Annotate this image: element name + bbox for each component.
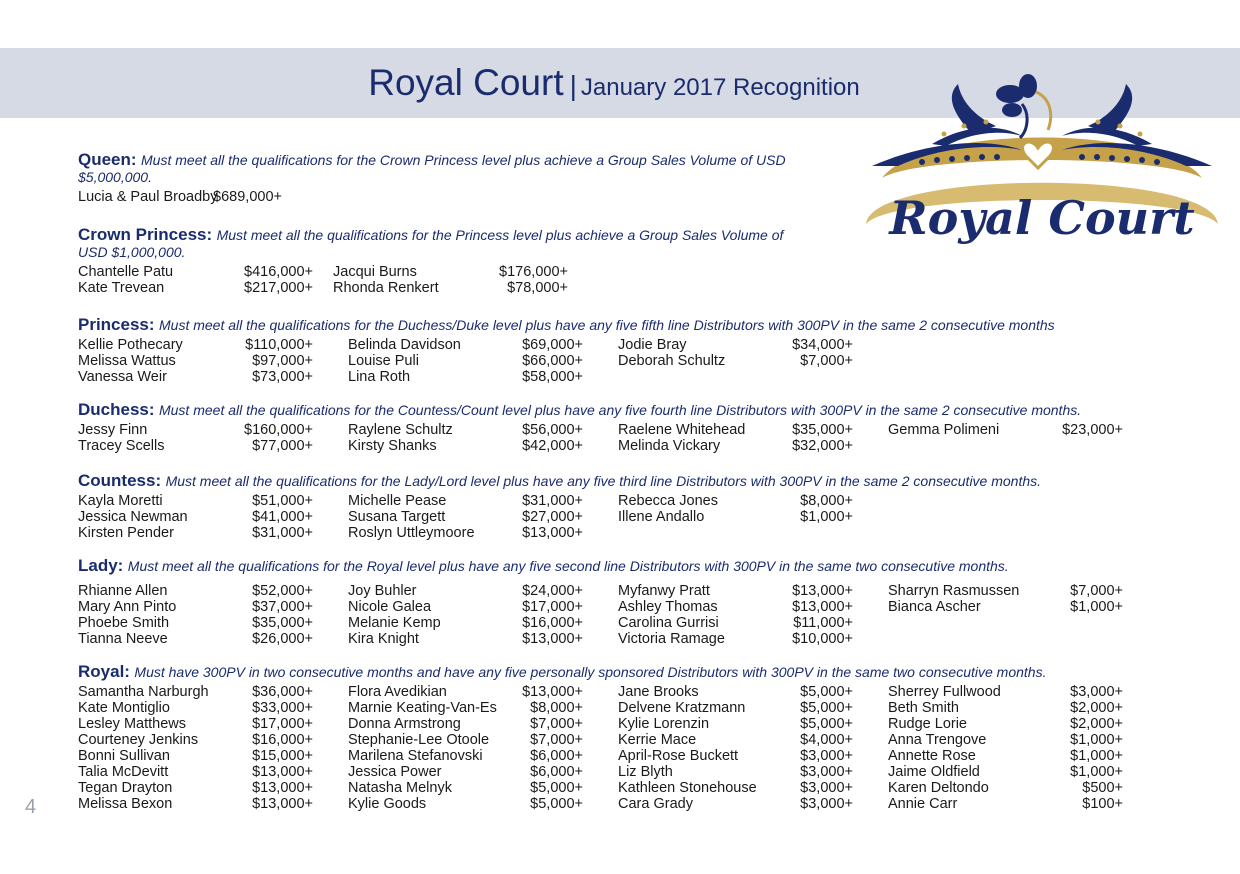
recipient-name: Carolina Gurrisi: [618, 615, 719, 631]
recipient-name: Flora Avedikian: [348, 684, 447, 700]
recipient-name: Rhonda Renkert: [333, 280, 439, 296]
recipient-entry: [888, 780, 1123, 796]
recipient-entry: [348, 509, 583, 525]
recipient-name: April-Rose Buckett: [618, 748, 739, 764]
recipient-amount: $15,000+: [252, 748, 313, 764]
section-princess: [78, 316, 1055, 385]
recipient-amount: $13,000+: [792, 583, 853, 599]
recipient-entry: [348, 716, 583, 732]
recipient-grid: [78, 189, 798, 207]
level-title: Princess:: [78, 315, 155, 334]
recipient-amount: $13,000+: [252, 796, 313, 812]
section-header: [78, 151, 798, 186]
recipient-amount: $26,000+: [252, 631, 313, 647]
recipient-entry: [348, 796, 583, 812]
recipient-entry: [78, 525, 313, 541]
recipient-name: Annette Rose: [888, 748, 976, 764]
recipient-entry: [618, 684, 853, 700]
recipient-entry: [618, 716, 853, 732]
recipient-entry: [348, 700, 583, 716]
recipient-amount: $5,000+: [800, 700, 853, 716]
recipient-amount: $7,000+: [530, 732, 583, 748]
recipient-entry: [78, 493, 313, 509]
recipient-amount: $35,000+: [252, 615, 313, 631]
recipient-name: Victoria Ramage: [618, 631, 725, 647]
recipient-entry: [888, 684, 1123, 700]
recipient-amount: $11,000+: [793, 615, 853, 631]
recipient-entry: [888, 748, 1123, 764]
recipient-amount: $37,000+: [252, 599, 313, 615]
level-description: Must meet all the qualifications for the Countess/Count level plus have any five fourth line Distributors with 300PV in the same 2 consecutive months.: [158, 402, 1082, 418]
recipient-amount: $3,000+: [800, 780, 853, 796]
section-countess: [78, 472, 1041, 541]
recipient-amount: $34,000+: [792, 337, 853, 353]
title-separator: |: [569, 70, 577, 101]
recipient-entry: [618, 780, 853, 796]
logo-text: Royal Court: [889, 191, 1195, 245]
recipient-entry: [78, 700, 313, 716]
recipient-name: Kerrie Mace: [618, 732, 697, 748]
recipient-amount: $97,000+: [252, 353, 313, 369]
recipient-entry: [78, 264, 313, 280]
recipient-amount: $4,000+: [800, 732, 853, 748]
recipient-grid: [78, 684, 1123, 812]
recipient-name: Donna Armstrong: [348, 716, 461, 732]
recipient-entry: [78, 732, 313, 748]
recipient-entry: [618, 732, 853, 748]
section-crown-princess: [78, 226, 798, 296]
recipient-name: Raelene Whitehead: [618, 422, 746, 438]
recipient-name: Gemma Polimeni: [888, 422, 1000, 438]
recipient-name: Lina Roth: [348, 369, 411, 385]
recipient-entry: [348, 780, 583, 796]
recipient-entry: [333, 280, 568, 296]
recipient-amount: $416,000+: [244, 264, 313, 280]
recipient-entry: [78, 764, 313, 780]
recipient-amount: $689,000+: [213, 189, 282, 205]
recipient-entry: [888, 796, 1123, 812]
recipient-name: Jodie Bray: [618, 337, 687, 353]
recipient-entry: [78, 599, 313, 615]
recipient-entry: [348, 583, 583, 599]
recipient-entry: [888, 599, 1123, 615]
recipient-name: Natasha Melnyk: [348, 780, 452, 796]
recipient-name: Karen Deltondo: [888, 780, 989, 796]
recipient-name: Liz Blyth: [618, 764, 673, 780]
section-header: [78, 401, 1081, 419]
level-description: Must meet all the qualifications for the Duchess/Duke level plus have any five fifth line Distributors with 300PV in the same 2 consecutive months: [159, 317, 1055, 333]
recipient-name: Annie Carr: [888, 796, 958, 812]
recipient-amount: $8,000+: [530, 700, 583, 716]
recipient-name: Melanie Kemp: [348, 615, 441, 631]
section-header: [78, 316, 1055, 334]
recipient-entry: [618, 615, 853, 631]
recipient-name: Tracey Scells: [78, 438, 165, 454]
recipient-entry: [333, 264, 568, 280]
recipient-amount: $6,000+: [530, 764, 583, 780]
recipient-name: Tegan Drayton: [78, 780, 173, 796]
recipient-amount: $2,000+: [1070, 716, 1123, 732]
recipient-name: Lucia & Paul Broadby: [78, 189, 218, 205]
recipient-amount: $7,000+: [530, 716, 583, 732]
recipient-amount: $5,000+: [800, 716, 853, 732]
recipient-amount: $56,000+: [522, 422, 583, 438]
recipient-name: Marnie Keating-Van-Es: [348, 700, 497, 716]
recipient-name: Jaime Oldfield: [888, 764, 980, 780]
recipient-amount: $1,000+: [1070, 764, 1123, 780]
level-title: Royal:: [78, 662, 130, 681]
recipient-name: Kylie Lorenzin: [618, 716, 710, 732]
recipient-amount: $24,000+: [522, 583, 583, 599]
recipient-name: Phoebe Smith: [78, 615, 170, 631]
recipient-entry: [618, 583, 853, 599]
recipient-name: Louise Puli: [348, 353, 419, 369]
recipient-amount: $217,000+: [244, 280, 313, 296]
level-title: Crown Princess:: [78, 225, 213, 244]
recipient-entry: [78, 280, 313, 296]
recipient-amount: $6,000+: [530, 748, 583, 764]
section-queen: [78, 151, 798, 207]
level-title: Lady:: [78, 556, 124, 575]
section-duchess: [78, 400, 1123, 454]
recipient-name: Stephanie-Lee Otoole: [348, 732, 490, 748]
recipient-amount: $78,000+: [507, 280, 568, 296]
recipient-amount: $7,000+: [1070, 583, 1123, 599]
recipient-amount: $32,000+: [792, 438, 853, 454]
recipient-amount: $73,000+: [252, 369, 313, 385]
recipient-name: Ashley Thomas: [618, 599, 718, 615]
section-royal: [78, 662, 1123, 812]
recipient-entry: [348, 732, 583, 748]
recipient-name: Vanessa Weir: [78, 369, 167, 385]
recipient-name: Raylene Schultz: [348, 422, 453, 438]
recipient-entry: [618, 493, 853, 509]
recipient-amount: $77,000+: [252, 438, 313, 454]
recipient-amount: $13,000+: [252, 764, 313, 780]
recipient-entry: [348, 525, 583, 541]
recipient-name: Courteney Jenkins: [78, 732, 199, 748]
recipient-entry: [78, 353, 313, 369]
recipient-entry: [78, 422, 313, 438]
recipient-entry: [78, 631, 313, 647]
recipient-name: Melissa Wattus: [78, 353, 176, 369]
recipient-amount: $66,000+: [522, 353, 583, 369]
recipient-amount: $1,000+: [1070, 748, 1123, 764]
recipient-amount: $58,000+: [522, 369, 583, 385]
recipient-grid: [78, 422, 1123, 454]
recipient-name: Jane Brooks: [618, 684, 699, 700]
recipient-amount: $33,000+: [252, 700, 313, 716]
recipient-name: Kellie Pothecary: [78, 337, 183, 353]
recipient-entry: [618, 353, 853, 369]
recipient-entry: [348, 369, 583, 385]
recipient-name: Kate Trevean: [78, 280, 165, 296]
recipient-entry: [348, 599, 583, 615]
recipient-name: Deborah Schultz: [618, 353, 726, 369]
recipient-name: Joy Buhler: [348, 583, 417, 599]
recipient-name: Kayla Moretti: [78, 493, 163, 509]
recipient-entry: [78, 583, 313, 599]
recipient-amount: $3,000+: [1070, 684, 1123, 700]
recipient-name: Jessy Finn: [78, 422, 148, 438]
recipient-amount: $176,000+: [499, 264, 568, 280]
recipient-entry: [348, 422, 583, 438]
recipient-name: Kylie Goods: [348, 796, 427, 812]
recipient-entry: [618, 748, 853, 764]
recipient-amount: $35,000+: [792, 422, 853, 438]
recipient-entry: [348, 631, 583, 647]
level-description: Must meet all the qualifications for the Royal level plus have any five second line Distributors with 300PV in the same two consecutive months.: [127, 558, 1009, 574]
recipient-name: Sharryn Rasmussen: [888, 583, 1020, 599]
level-description: Must meet all the qualifications for the Lady/Lord level plus have any five third line Distributors with 300PV in the same 2 consecutive months.: [165, 473, 1042, 489]
recipient-amount: $17,000+: [522, 599, 583, 615]
recipient-amount: $5,000+: [530, 796, 583, 812]
recipient-amount: $13,000+: [522, 684, 583, 700]
recipient-name: Jessica Power: [348, 764, 442, 780]
recipient-name: Sherrey Fullwood: [888, 684, 1001, 700]
recipient-amount: $3,000+: [800, 748, 853, 764]
recipient-entry: [348, 615, 583, 631]
recipient-amount: $36,000+: [252, 684, 313, 700]
level-description: Must meet all the qualifications for the Crown Princess level plus achieve a Group Sales Volume of USD $5,000,000.: [78, 152, 786, 185]
recipient-name: Myfanwy Pratt: [618, 583, 710, 599]
recipient-name: Talia McDevitt: [78, 764, 169, 780]
recipient-amount: $13,000+: [792, 599, 853, 615]
recipient-amount: $110,000+: [245, 337, 313, 353]
recipient-entry: [348, 353, 583, 369]
recipient-entry: [78, 615, 313, 631]
recipient-name: Rebecca Jones: [618, 493, 718, 509]
recipient-entry: [888, 583, 1123, 599]
recipient-amount: $100+: [1082, 796, 1123, 812]
recipient-name: Rhianne Allen: [78, 583, 168, 599]
recipient-amount: $160,000+: [244, 422, 313, 438]
recipient-amount: $1,000+: [1070, 732, 1123, 748]
recipient-entry: [888, 732, 1123, 748]
recipient-entry: [78, 748, 313, 764]
recipient-name: Kirsty Shanks: [348, 438, 437, 454]
recipient-name: Tianna Neeve: [78, 631, 168, 647]
recipient-entry: [78, 337, 313, 353]
recipient-amount: $5,000+: [800, 684, 853, 700]
recipient-name: Bonni Sullivan: [78, 748, 170, 764]
recipient-name: Illene Andallo: [618, 509, 705, 525]
section-lady: [78, 556, 1123, 647]
recipient-name: Jessica Newman: [78, 509, 188, 525]
recipient-amount: $69,000+: [522, 337, 583, 353]
recipient-amount: $1,000+: [1070, 599, 1123, 615]
recipient-name: Rudge Lorie: [888, 716, 967, 732]
recipient-entry: [78, 438, 313, 454]
recipient-amount: $500+: [1082, 780, 1123, 796]
recipient-name: Kate Montiglio: [78, 700, 170, 716]
section-header: [78, 472, 1041, 490]
recipient-name: Michelle Pease: [348, 493, 447, 509]
recipient-amount: $16,000+: [522, 615, 583, 631]
recipient-name: Cara Grady: [618, 796, 693, 812]
recipient-name: Delvene Kratzmann: [618, 700, 746, 716]
recipient-name: Melissa Bexon: [78, 796, 173, 812]
level-description: Must meet all the qualifications for the Princess level plus achieve a Group Sales Volume of USD $1,000,000.: [78, 227, 784, 260]
section-header: [78, 557, 1009, 575]
recipient-name: Bianca Ascher: [888, 599, 981, 615]
recipient-amount: $3,000+: [800, 764, 853, 780]
recipient-amount: $5,000+: [530, 780, 583, 796]
recipient-amount: $7,000+: [800, 353, 853, 369]
recipient-entry: [348, 493, 583, 509]
recipient-amount: $3,000+: [800, 796, 853, 812]
recipient-entry: [888, 716, 1123, 732]
recipient-entry: [888, 422, 1123, 438]
recipient-amount: $42,000+: [522, 438, 583, 454]
recipient-entry: [618, 700, 853, 716]
recipient-amount: $8,000+: [800, 493, 853, 509]
recipient-amount: $16,000+: [252, 732, 313, 748]
recipient-entry: [348, 748, 583, 764]
recipient-name: Samantha Narburgh: [78, 684, 209, 700]
recipient-amount: $10,000+: [792, 631, 853, 647]
recipient-grid: [78, 337, 1055, 385]
recipient-name: Kirsten Pender: [78, 525, 174, 541]
recipient-name: Kathleen Stonehouse: [618, 780, 757, 796]
recipient-entry: [618, 422, 853, 438]
recipient-name: Chantelle Patu: [78, 264, 174, 280]
recipient-amount: $27,000+: [522, 509, 583, 525]
recipient-name: Lesley Matthews: [78, 716, 186, 732]
recipient-amount: $23,000+: [1062, 422, 1123, 438]
recipient-amount: $13,000+: [522, 525, 583, 541]
page-title-main: Royal Court: [368, 62, 564, 103]
recipient-entry: [618, 509, 853, 525]
recipient-amount: $31,000+: [522, 493, 583, 509]
recipient-amount: $17,000+: [252, 716, 313, 732]
recipient-grid: [78, 583, 1123, 647]
recipient-name: Anna Trengove: [888, 732, 987, 748]
recipient-name: Jacqui Burns: [333, 264, 417, 280]
recipient-grid: [78, 264, 798, 296]
recipient-name: Roslyn Uttleymoore: [348, 525, 475, 541]
recipient-name: Beth Smith: [888, 700, 959, 716]
recipient-amount: $2,000+: [1070, 700, 1123, 716]
recipient-amount: $31,000+: [252, 525, 313, 541]
recipient-entry: [348, 438, 583, 454]
recipient-amount: $51,000+: [252, 493, 313, 509]
recipient-entry: [618, 796, 853, 812]
recipient-entry: [618, 438, 853, 454]
recipient-entry: [78, 509, 313, 525]
recipient-name: Melinda Vickary: [618, 438, 721, 454]
recipient-entry: [78, 684, 313, 700]
section-header: [78, 663, 1046, 681]
recipient-entry: [618, 631, 853, 647]
recipient-entry: [618, 764, 853, 780]
recipient-name: Nicole Galea: [348, 599, 432, 615]
recipient-entry: [78, 189, 282, 205]
recipient-amount: $13,000+: [522, 631, 583, 647]
recipient-entry: [78, 716, 313, 732]
level-description: Must have 300PV in two consecutive months and have any five personally sponsored Distributors with 300PV in the same two consecutive months.: [134, 664, 1047, 680]
recipient-entry: [78, 796, 313, 812]
royal-court-tiara-logo-icon: [862, 74, 1222, 252]
recipient-entry: [78, 780, 313, 796]
level-title: Countess:: [78, 471, 162, 490]
recipient-entry: [348, 684, 583, 700]
recipient-entry: [618, 337, 853, 353]
recipient-name: Mary Ann Pinto: [78, 599, 177, 615]
page-number: 4: [25, 796, 37, 818]
level-title: Queen:: [78, 150, 137, 169]
recipient-amount: $1,000+: [800, 509, 853, 525]
page-subtitle: January 2017 Recognition: [580, 74, 860, 101]
recipient-amount: $13,000+: [252, 780, 313, 796]
recipient-entry: [348, 337, 583, 353]
recipient-amount: $52,000+: [252, 583, 313, 599]
recipient-name: Kira Knight: [348, 631, 419, 647]
recipient-name: Marilena Stefanovski: [348, 748, 483, 764]
recipient-grid: [78, 493, 1041, 541]
level-title: Duchess:: [78, 400, 155, 419]
recipient-entry: [888, 764, 1123, 780]
section-header: [78, 226, 798, 261]
recipient-name: Susana Targett: [348, 509, 446, 525]
recipient-entry: [78, 369, 313, 385]
recipient-name: Belinda Davidson: [348, 337, 461, 353]
recipient-amount: $41,000+: [252, 509, 313, 525]
recipient-entry: [618, 599, 853, 615]
recipient-entry: [888, 700, 1123, 716]
recipient-entry: [348, 764, 583, 780]
